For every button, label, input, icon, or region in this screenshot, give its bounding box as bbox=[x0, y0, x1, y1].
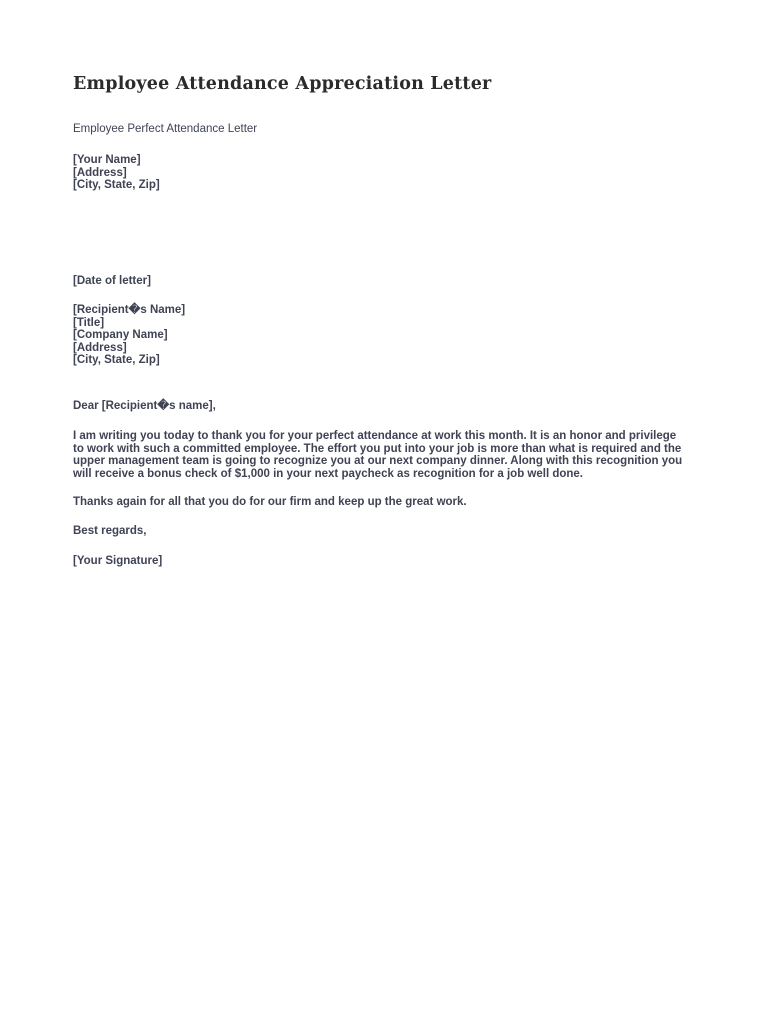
recipient-city-state-zip: [City, State, Zip] bbox=[73, 354, 160, 366]
recipient-address-block bbox=[73, 304, 185, 367]
body-line: will receive a bonus check of $1,000 in your next paycheck as recognition for a job well done. bbox=[73, 467, 583, 480]
recipient-address: [Address] bbox=[73, 341, 127, 354]
recipient-company: [Company Name] bbox=[73, 329, 168, 341]
salutation: Dear [Recipient�s name], bbox=[73, 400, 216, 412]
letter-date: [Date of letter] bbox=[73, 275, 151, 287]
signature-placeholder: [Your Signature] bbox=[73, 555, 163, 567]
letter-subtitle: Employee Perfect Attendance Letter bbox=[73, 123, 258, 135]
recipient-title: [Title] bbox=[73, 316, 105, 329]
body-line: upper management team is going to recognize you at our next company dinner. Along with this recognition you bbox=[73, 455, 683, 467]
body-line: I am writing you today to thank you for your perfect attendance at work this month. It is an honor and privilege bbox=[73, 430, 677, 442]
body-line: to work with such a committed employee. The effort you put into your job is more than what is required and the bbox=[73, 442, 682, 455]
closing-note: Thanks again for all that you do for our firm and keep up the great work. bbox=[73, 496, 467, 508]
body-paragraph bbox=[73, 430, 703, 480]
sender-name: [Your Name] bbox=[73, 154, 141, 166]
sender-address: [Address] bbox=[73, 166, 127, 179]
recipient-name: [Recipient�s Name] bbox=[73, 304, 186, 316]
sender-city-state-zip: [City, State, Zip] bbox=[73, 179, 160, 191]
closing: Best regards, bbox=[73, 525, 147, 537]
sender-address-block bbox=[73, 154, 160, 192]
document-title: Employee Attendance Appreciation Letter bbox=[73, 74, 492, 94]
